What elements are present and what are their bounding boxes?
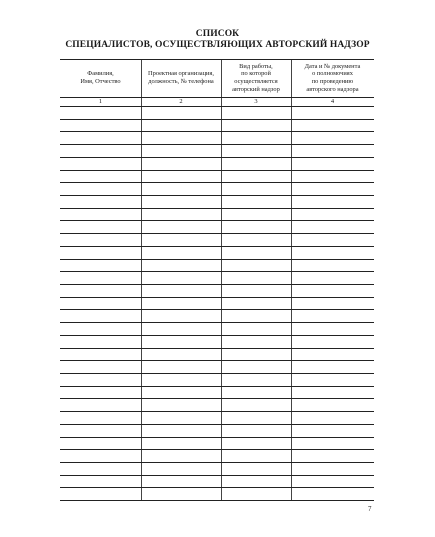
page-number: 7 — [368, 505, 372, 513]
column-header-document: Дата и № документа о полномочиях по проведению авторского надзора — [304, 62, 361, 93]
table-row — [60, 360, 374, 361]
document-subtitle: СПЕЦИАЛИСТОВ, ОСУЩЕСТВЛЯЮЩИХ АВТОРСКИЙ НАДЗОР — [65, 40, 370, 50]
table-row — [60, 157, 374, 158]
table-row — [60, 487, 374, 488]
table-row — [60, 271, 374, 272]
table-row — [60, 259, 374, 260]
column-number-2: 2 — [179, 98, 183, 105]
table-row — [60, 233, 374, 234]
table-top-border — [60, 59, 374, 60]
column-divider — [141, 59, 142, 501]
table-row — [60, 475, 374, 476]
table-row — [60, 373, 374, 374]
table-row — [60, 348, 374, 349]
table-row — [60, 119, 374, 120]
table-row — [60, 424, 374, 425]
number-row-divider — [60, 106, 374, 107]
table-row — [60, 309, 374, 310]
table-row — [60, 322, 374, 323]
column-header-work-type: Вид работы, по которой осуществляется авторский надзор — [232, 62, 280, 93]
table-row — [60, 284, 374, 285]
table-row — [60, 195, 374, 196]
column-number-4: 4 — [330, 98, 335, 105]
header-divider — [60, 97, 374, 98]
table-row — [60, 335, 374, 336]
table-row — [60, 411, 374, 412]
column-header-name: Фамилия, Имя, Отчество — [80, 70, 121, 85]
table-row — [60, 208, 374, 209]
column-divider — [221, 59, 222, 501]
table-row — [60, 144, 374, 145]
document-title: СПИСОК — [195, 29, 240, 39]
column-number-1: 1 — [98, 98, 103, 105]
table-row — [60, 449, 374, 450]
table-row — [60, 220, 374, 221]
table-row — [60, 170, 374, 171]
table-row — [60, 297, 374, 298]
table-row — [60, 246, 374, 247]
table-row — [60, 398, 374, 399]
table-row — [60, 462, 374, 463]
table-row — [60, 182, 374, 183]
column-header-organization: Проектная организация, должность, № телефона — [148, 70, 214, 85]
table-row — [60, 437, 374, 438]
column-number-3: 3 — [254, 98, 258, 105]
table-row — [60, 500, 374, 501]
table-row — [60, 386, 374, 387]
specialists-table — [60, 59, 374, 501]
table-row — [60, 131, 374, 132]
column-divider — [291, 59, 292, 501]
